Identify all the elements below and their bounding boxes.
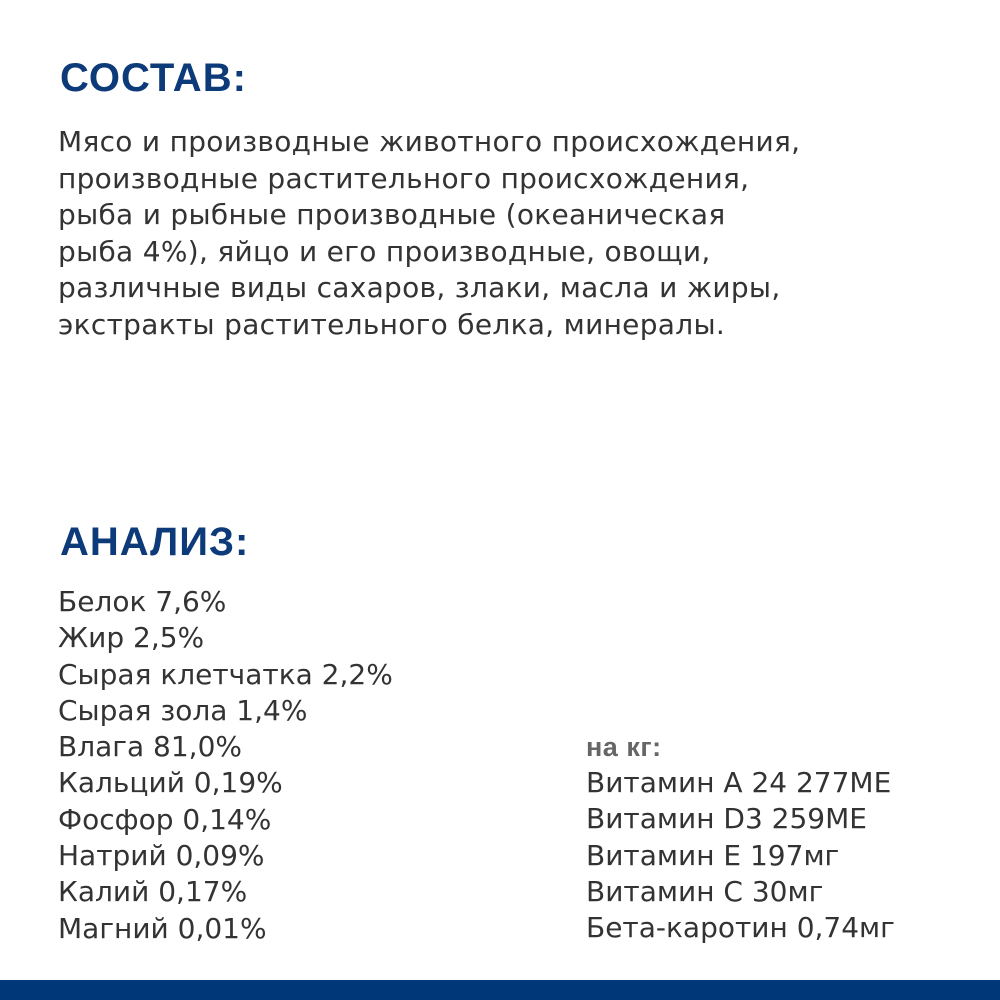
composition-line: различные виды сахаров, злаки, масла и жиры, (58, 271, 781, 304)
composition-line: экстракты растительного белка, минералы. (58, 307, 726, 341)
analysis-item-moisture: Влага 81,0% (58, 730, 242, 764)
per-kg-item-vitamin-d3: Витамин D3 259МЕ (586, 802, 867, 836)
per-kg-item-vitamin-c: Витамин С 30мг (586, 874, 824, 908)
analysis-item-phosphorus: Фосфор 0,14% (58, 802, 272, 836)
footer-bar (0, 980, 1000, 1000)
per-kg-list (586, 765, 895, 946)
analysis-item-fiber: Сырая клетчатка 2,2% (58, 657, 393, 691)
per-kg-section (586, 729, 895, 946)
analysis-item-magnesium: Магний 0,01% (58, 911, 267, 945)
analysis-heading: АНАЛИЗ: (60, 520, 250, 564)
per-kg-item-vitamin-e: Витамин Е 197мг (586, 838, 840, 872)
composition-line: производные растительного происхождения, (58, 161, 750, 195)
analysis-list (58, 584, 393, 947)
composition-line: рыба 4%), яйцо и его производные, овощи, (58, 234, 711, 268)
composition-line: Мясо и производные животного происхождения, (58, 125, 801, 158)
analysis-item-ash: Сырая зола 1,4% (58, 693, 308, 727)
per-kg-item-beta-carotene: Бета-каротин 0,74мг (586, 911, 895, 945)
analysis-item-potassium: Калий 0,17% (58, 875, 248, 909)
per-kg-item-vitamin-a: Витамин А 24 277МЕ (586, 766, 892, 799)
composition-line: рыба и рыбные производные (океаническая (58, 198, 726, 231)
per-kg-title: на кг: (586, 732, 662, 762)
analysis-item-sodium: Натрий 0,09% (58, 839, 265, 873)
composition-text (58, 124, 988, 343)
composition-heading: СОСТАВ: (60, 56, 247, 100)
analysis-item-calcium: Кальций 0,19% (58, 766, 283, 800)
analysis-item-fat: Жир 2,5% (58, 621, 205, 655)
analysis-item-protein: Белок 7,6% (58, 585, 227, 618)
